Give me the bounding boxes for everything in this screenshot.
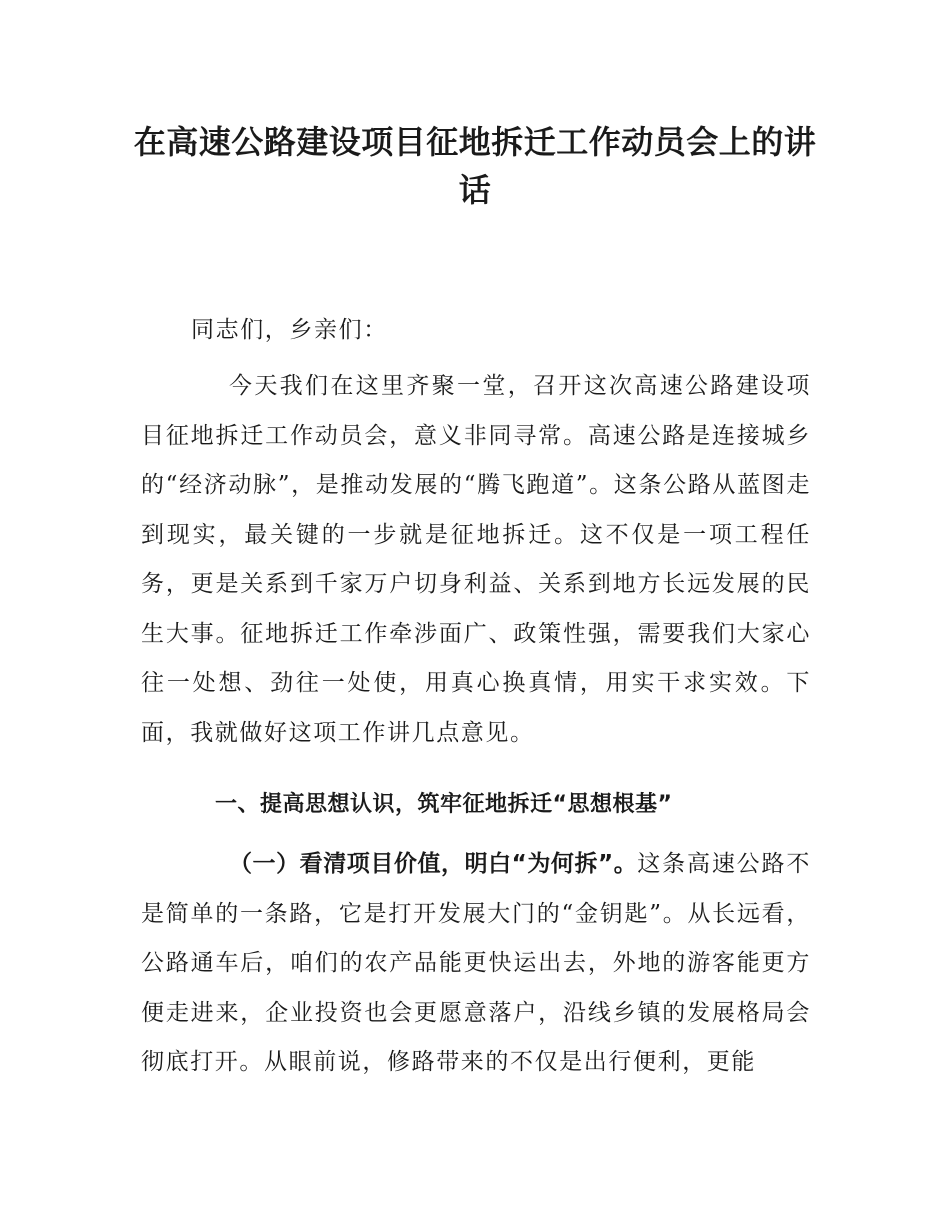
- subsection-body-1: 这条高速公路不是简单的一条路，它是打开发展大门的“金钥匙”。从长远看，公路通车后，咱们的农产品能更快运出去，外地的游客能更方便走进来，企业投资也会更愿意落户，沿线乡镇的发展格局会彻底打开。从眼前说，修路带来的不仅是出行便利，更能: [141, 851, 811, 1075]
- document-title: 在高速公路建设项目征地拆迁工作动员会上的讲话: [133, 123, 817, 209]
- opening-paragraph: 今天我们在这里齐聚一堂，召开这次高速公路建设项目征地拆迁工作动员会，意义非同寻常。高速公路是连接城乡的“经济动脉”，是推动发展的“腾飞跑道”。这条公路从蓝图走到现实，最关键的一步就是征地拆迁。这不仅是一项工程任务，更是关系到千家万户切身利益、关系到地方长远发展的民生大事。征地拆迁工作牵涉面广、政策性强，需要我们大家心往一处想、劲往一处使，用真心换真情，用实干求实效。下面，我就做好这项工作讲几点意见。: [141, 373, 811, 746]
- subsection-lead-1: （一）看清项目价值，明白“为何拆”。: [229, 851, 638, 877]
- section-heading-1: 一、提高思想认识，筑牢征地拆迁“思想根基”: [215, 792, 673, 817]
- subsection-paragraph-1: [141, 840, 811, 1088]
- salutation: 同志们，乡亲们：: [191, 317, 388, 343]
